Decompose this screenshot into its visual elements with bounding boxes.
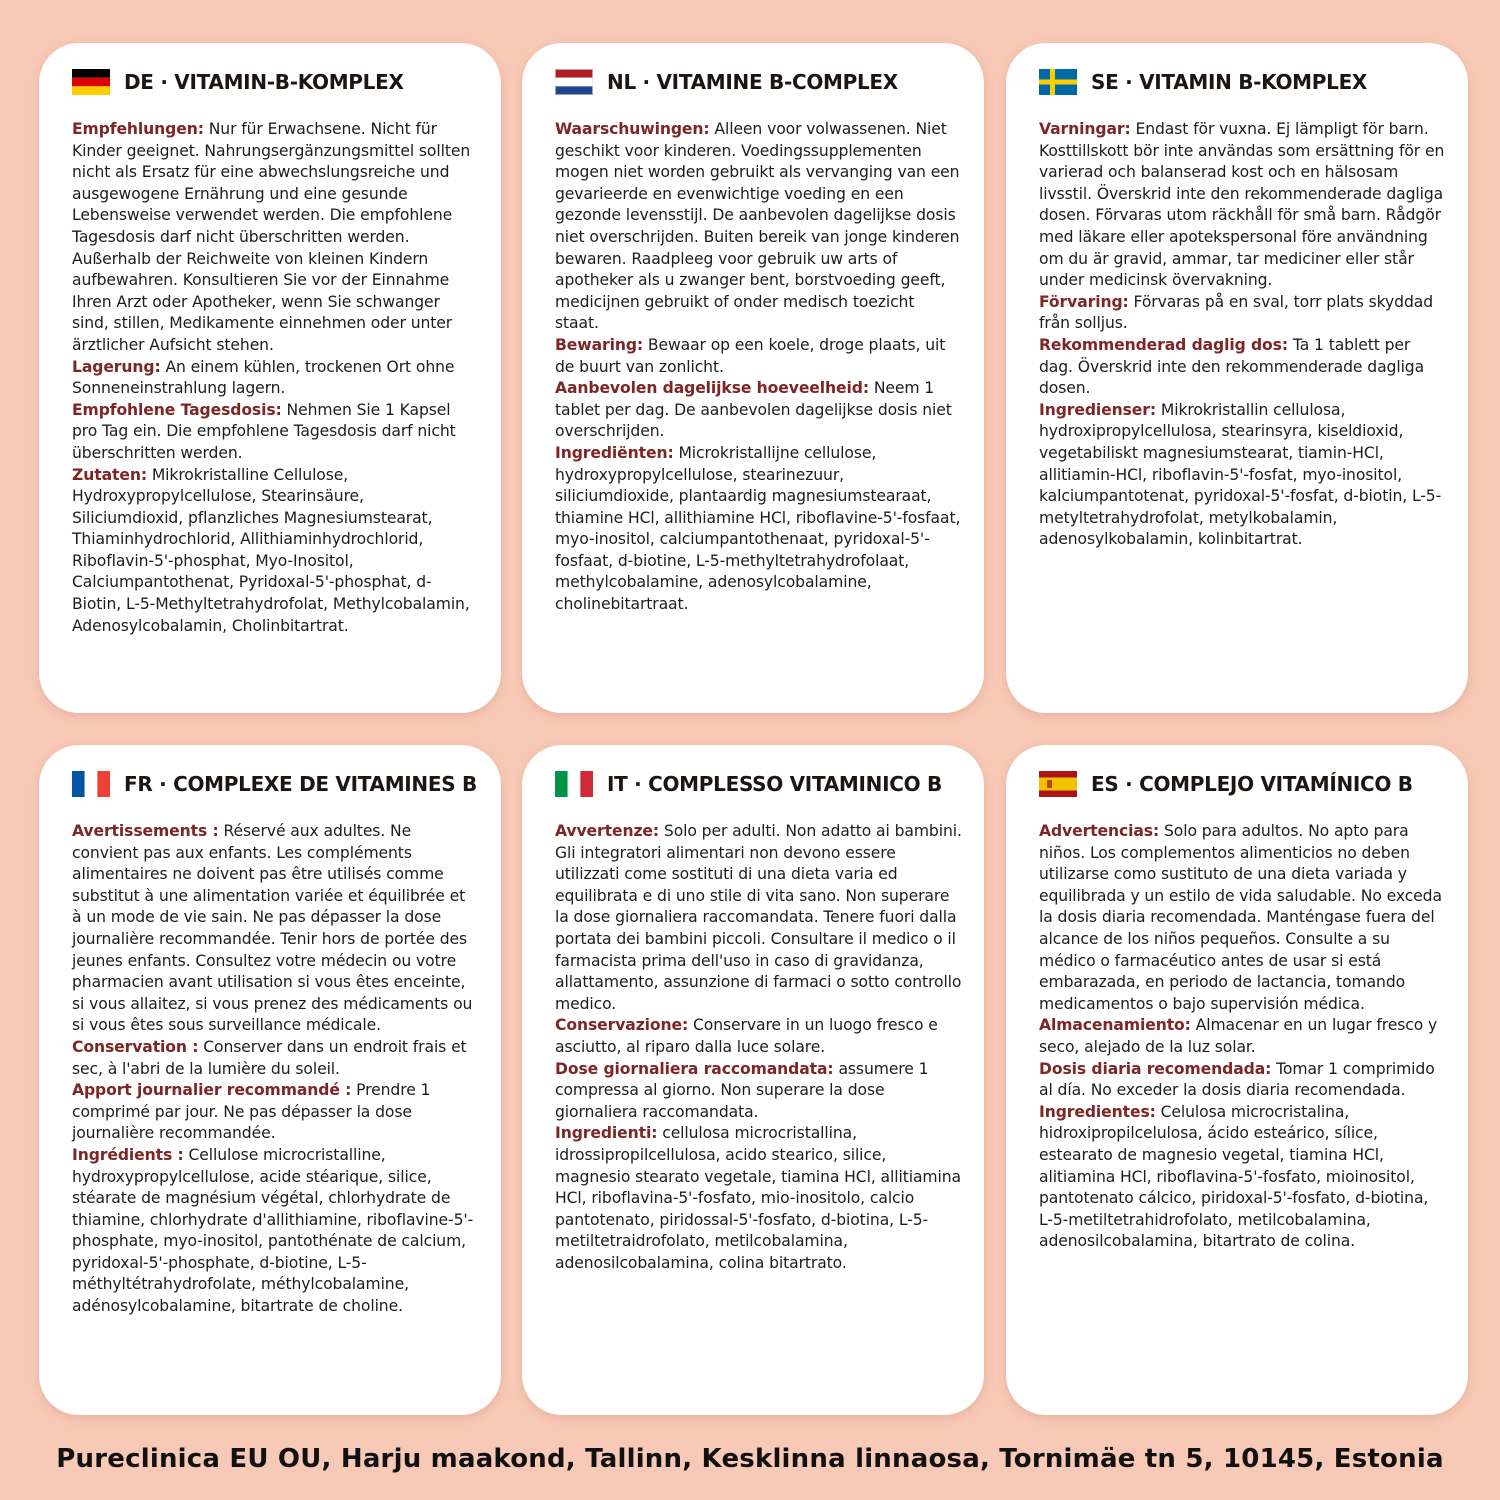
card-se [1006, 43, 1468, 713]
card-body [72, 119, 479, 637]
warnings-section [555, 821, 962, 1015]
card-header [555, 67, 962, 97]
ingredients-section [72, 1145, 479, 1318]
section-label: Bewaring: [555, 335, 644, 354]
section-label: Empfohlene Tagesdosis: [72, 400, 282, 419]
france-flag-icon [72, 771, 110, 797]
sweden-flag-icon [1039, 69, 1077, 95]
section-label: Almacenamiento: [1039, 1016, 1191, 1035]
section-label: Waarschuwingen: [555, 120, 710, 138]
ingredients-section [555, 1123, 962, 1274]
section-label: Zutaten: [72, 465, 147, 484]
section-label: Ingredienti: [555, 1124, 658, 1143]
section-label: Advertencias: [1039, 822, 1160, 840]
section-text: Mikrokristalline Cellulose, Hydroxypropylcellulose, Stearinsäure, Siliciumdioxid, pflanzliches Magnesiumstearat, Thiaminhydrochlorid, Allithiaminhydrochlorid, Riboflavin-5'-phosphat, Myo-Inositol, Calciumpantothenat, Pyridoxal-5'-phosphat, d-Biotin, L-5-Methyltetrahydrofolat, Methylcobalamin, Adenosylcobalamin, Cholinbitartrat. [72, 465, 470, 635]
section-label: Dose giornaliera raccomandata: [555, 1059, 834, 1078]
storage-section [72, 357, 479, 400]
warnings-section [72, 119, 479, 357]
section-label: Apport journalier recommandé : [72, 1081, 352, 1100]
warnings-section [1039, 119, 1446, 292]
section-text: Endast för vuxna. Ej lämpligt för barn. Kosttillskott bör inte användas som ersättning för en varierad och balanserad kost och en hälsosam livsstil. Överskrid inte den rekommenderade dagliga dosen. Förvaras utom räckhåll för små barn. Rådgör med läkare eller apotekspersonal före användning om du är gravid, ammar, tar mediciner eller står under medicinsk övervakning. [1039, 120, 1445, 290]
section-text: Réservé aux adultes. Ne convient pas aux enfants. Les compléments alimentaires ne doivent pas être utilisés comme substitut à une alimentation variée et équilibrée et à un mode de vie sain. Ne pas dépasser la dose journalière recommandée. Tenir hors de portée des jeunes enfants. Consultez votre médecin ou votre pharmacien avant utilisation si vous êtes enceinte, si vous allaitez, si vous prenez des médicaments ou si vous êtes sous surveillance médicale. [72, 822, 473, 1035]
ingredients-section [555, 443, 962, 616]
section-text: Solo para adultos. No apto para niños. Los complementos alimenticios no deben utilizarse como sustituto de una dieta variada y equilibrada y un estilo de vida saludable. No exceda la dosis diaria recomendada. Manténgase fuera del alcance de los niños pequeños. Consulte a su médico o farmacéutico antes de usar si está embarazada, en periodo de lactancia, tomando medicamentos o bajo supervisión médica. [1039, 822, 1442, 1013]
card-title: FR · COMPLEXE DE VITAMINES B [124, 772, 477, 796]
section-text: Conserver dans un endroit frais et sec, à l'abri de la lumière du soleil. [72, 1037, 467, 1078]
card-fr [39, 745, 501, 1415]
card-title: IT · COMPLESSO VITAMINICO B [607, 772, 942, 796]
section-text: Prendre 1 comprimé par jour. Ne pas dépasser la dose journalière recommandée. [72, 1081, 431, 1143]
ingredients-section [72, 465, 479, 638]
warnings-section [72, 821, 479, 1037]
section-label: Lagerung: [72, 357, 161, 376]
dosage-section [555, 378, 962, 443]
card-header [72, 67, 479, 97]
section-text: Alleen voor volwassenen. Niet geschikt voor kinderen. Voedingssupplementen mogen niet worden gebruikt als vervanging van een gevarieerde en evenwichtige voeding en een gezonde levensstijl. De aanbevolen dagelijkse dosis niet overschrijden. Buiten bereik van jonge kinderen bewaren. Raadpleeg voor gebruik uw arts of apotheker als u zwanger bent, borstvoeding geeft, medicijnen gebruikt of onder medisch toezicht staat. [555, 120, 960, 333]
section-text: Mikrokristallin cellulosa, hydroxipropylcellulosa, stearinsyra, kiseldioxid, vegetabiliskt magnesiumstearat, tiamin-HCl, allitiamin-HCl, riboflavin-5'-fosfat, myo-inositol, kalciumpantotenat, pyridoxal-5'-fosfat, d-biotin, L-5-metyltetrahydrofolat, metylkobalamin, adenosylkobalamin, kolinbitartrat. [1039, 400, 1442, 549]
dosage-section [1039, 1059, 1446, 1102]
section-label: Rekommenderad daglig dos: [1039, 335, 1288, 354]
ingredients-section [1039, 1102, 1446, 1253]
section-text: Nur für Erwachsene. Nicht für Kinder geeignet. Nahrungsergänzungsmittel sollten nicht als Ersatz für eine abwechslungsreiche und ausgewogene Ernährung und eine gesunde Lebensweise verwendet werden. Die empfohlene Tagesdosis darf nicht überschritten werden. Außerhalb der Reichweite von kleinen Kindern aufbewahren. Konsultieren Sie vor der Einnahme Ihren Arzt oder Apotheker, wenn Sie schwanger sind, stillen, Medikamente einnehmen oder unter ärztlicher Aufsicht stehen. [72, 120, 471, 354]
section-label: Dosis diaria recomendada: [1039, 1059, 1272, 1078]
section-text: Conservare in un luogo fresco e asciutto, al riparo dalla luce solare. [555, 1016, 938, 1056]
section-label: Ingredientes: [1039, 1102, 1156, 1121]
card-body [555, 119, 962, 616]
section-label: Ingrediënten: [555, 443, 674, 462]
section-label: Ingrédients : [72, 1145, 184, 1164]
card-body [72, 821, 479, 1318]
card-header [72, 769, 479, 799]
section-text: cellulosa microcristallina, idrossipropilcellulosa, acido stearico, silice, magnesio stearato vegetale, tiamina HCl, allitiamina HCl, riboflavina-5'-fosfato, mio-inositolo, calcio pantotenato, piridossal-5'-fosfato, d-biotina, L-5-metiltetraidrofolato, metilcobalamina, adenosilcobalamina, colina bitartrato. [555, 1124, 961, 1272]
dosage-section [1039, 335, 1446, 400]
card-body [1039, 119, 1446, 551]
section-label: Aanbevolen dagelijkse hoeveelheid: [555, 379, 869, 398]
spain-flag-icon [1039, 771, 1077, 797]
card-nl [522, 43, 984, 713]
section-text: Ta 1 tablett per dag. Överskrid inte den rekommenderade dagliga dosen. [1039, 335, 1425, 398]
warnings-section [1039, 821, 1446, 1015]
storage-section [1039, 292, 1446, 335]
card-body [555, 821, 962, 1274]
section-text: Almacenar en un lugar fresco y seco, alejado de la luz solar. [1039, 1016, 1438, 1056]
dosage-section [72, 1080, 479, 1145]
section-text: assumere 1 compressa al giorno. Non superare la dose giornaliera raccomandata. [555, 1059, 929, 1121]
section-label: Conservazione: [555, 1016, 689, 1035]
section-label: Avertissements : [72, 822, 219, 840]
section-text: Tomar 1 comprimido al día. No exceder la dosis diaria recomendada. [1039, 1059, 1435, 1100]
card-es [1006, 745, 1468, 1415]
italy-flag-icon [555, 771, 593, 797]
section-label: Förvaring: [1039, 292, 1129, 311]
card-header [555, 769, 962, 799]
section-text: Förvaras på en sval, torr plats skyddad från solljus. [1039, 292, 1434, 333]
card-title: SE · VITAMIN B-KOMPLEX [1091, 70, 1368, 94]
card-header [1039, 769, 1446, 799]
dosage-section [555, 1059, 962, 1124]
card-title: ES · COMPLEJO VITAMÍNICO B [1091, 772, 1413, 796]
section-text: Microkristallijne cellulose, hydroxypropylcellulose, stearinezuur, siliciumdioxide, plantaardig magnesiumstearaat, thiamine HCl, allithiamine HCl, riboflavine-5'-fosfaat, myo-inositol, calciumpantothenaat, pyridoxal-5'-fosfaat, d-biotine, L-5-methyltetrahydrofolaat, methylcobalamine, adenosylcobalamine, cholinebitartraat. [555, 443, 961, 614]
section-text: Cellulose microcristalline, hydroxypropylcellulose, acide stéarique, silice, stéarate de magnésium végétal, chlorhydrate de thiamine, chlorhydrate d'allithiamine, riboflavine-5'-phosphate, myo-inositol, pantothénate de calcium, pyridoxal-5'-phosphate, d-biotine, L-5-méthyltétrahydrofolate, méthylcobalamine, adénosylcobalamine, bitartrate de choline. [72, 1145, 474, 1316]
section-label: Empfehlungen: [72, 120, 204, 138]
netherlands-flag-icon [555, 69, 593, 95]
card-body [1039, 821, 1446, 1253]
section-text: Solo per adulti. Non adatto ai bambini. Gli integratori alimentari non devono essere utilizzati come sostituti di una dieta varia ed equilibrata e di uno stile di vita sano. Non superare la dose giornaliera raccomandata. Tenere fuori dalla portata dei bambini piccoli. Consultare il medico o il farmacista prima dell'uso in caso di gravidanza, allattamento, assunzione di farmaci o sotto controllo medico. [555, 822, 962, 1013]
card-title: NL · VITAMINE B-COMPLEX [607, 70, 898, 94]
card-header [1039, 67, 1446, 97]
section-text: Celulosa microcristalina, hidroxipropilcelulosa, ácido esteárico, sílice, estearato de magnesio vegetal, tiamina HCl, alitiamina HCl, riboflavina-5'-fosfato, mioinositol, pantotenato cálcico, piridoxal-5'-fosfato, d-biotina, L-5-metiltetrahidrofolato, metilcobalamina, adenosilcobalamina, bitartrato de colina. [1039, 1102, 1429, 1251]
section-text: An einem kühlen, trockenen Ort ohne Sonneneinstrahlung lagern. [72, 357, 455, 398]
storage-section [72, 1037, 479, 1080]
company-address-footer: Pureclinica EU OU, Harju maakond, Tallinn, Kesklinna linnaosa, Tornimäe tn 5, 10145, Estonia [56, 1444, 1444, 1474]
section-label: Avvertenze: [555, 822, 660, 840]
warnings-section [555, 119, 962, 335]
storage-section [555, 335, 962, 378]
card-title: DE · VITAMIN-B-KOMPLEX [124, 70, 404, 94]
section-label: Ingredienser: [1039, 400, 1157, 419]
ingredients-section [1039, 400, 1446, 551]
storage-section [555, 1015, 962, 1058]
germany-flag-icon [72, 69, 110, 95]
section-label: Varningar: [1039, 120, 1131, 138]
section-text: Bewaar op een koele, droge plaats, uit de buurt van zonlicht. [555, 335, 946, 376]
section-text: Neem 1 tablet per dag. De aanbevolen dagelijkse dosis niet overschrijden. [555, 379, 952, 441]
section-text: Nehmen Sie 1 Kapsel pro Tag ein. Die empfohlene Tagesdosis darf nicht überschritten werden. [72, 400, 456, 462]
storage-section [1039, 1015, 1446, 1058]
dosage-section [72, 400, 479, 465]
card-de [39, 43, 501, 713]
section-label: Conservation : [72, 1037, 199, 1056]
card-it [522, 745, 984, 1415]
